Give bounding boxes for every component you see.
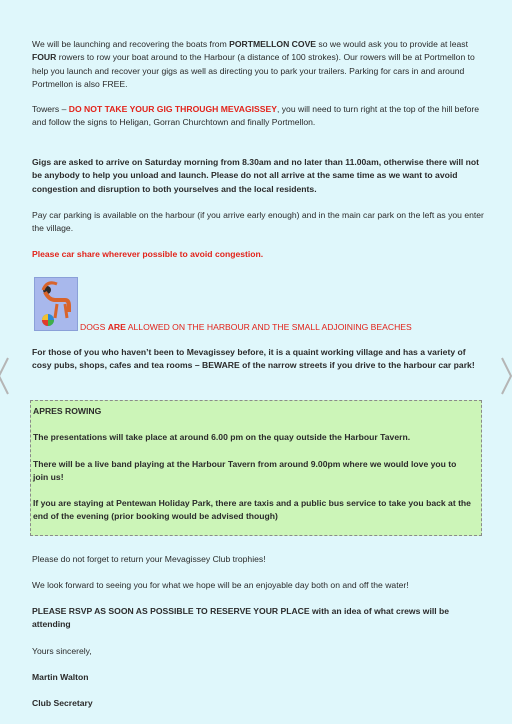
towers-paragraph: Towers – DO NOT TAKE YOUR GIG THROUGH MEVAGISSEY, you will need to turn right at the top of the hill before and follow the signs to Heligan, Gorran Churchtown and finally Portmellon. <box>32 104 480 128</box>
dog-with-ball-icon <box>34 277 78 331</box>
rsvp-paragraph: PLEASE RSVP AS SOON AS POSSIBLE TO RESERVE YOUR PLACE with an idea of what crews will be attending <box>32 606 450 630</box>
arrival-paragraph: Gigs are asked to arrive on Saturday morning from 8.30am and no later than 11.00am, otherwise there will not be anybody to help you unload and launch. Please do not all arrive at the same time as we want to avoid congestion and disruption to both yourselves and the local residents. <box>32 157 480 194</box>
chevron-left-icon[interactable] <box>0 356 10 396</box>
chevron-right-icon[interactable] <box>500 356 512 396</box>
signatory-name: Martin Walton <box>32 672 89 682</box>
intro-paragraph: We will be launching and recovering the boats from PORTMELLON COVE so we would ask you to provide at least FOUR rowers to row your boat around to the Harbour (a distance of 100 strokes). Our rowers will be at Portmellon to help you launch and recover your gigs as well as directing you to park your trailers. Parking for cars in and around Portmellon is also FREE. <box>32 39 475 90</box>
signatory-title: Club Secretary <box>32 698 93 708</box>
look-forward-paragraph: We look forward to seeing you for what we hope will be an enjoyable day both on and off the water! <box>32 580 409 590</box>
apres-heading: APRES ROWING <box>33 406 102 416</box>
trophies-paragraph: Please do not forget to return your Mevagissey Club trophies! <box>32 554 266 564</box>
presentations-paragraph: The presentations will take place at around 6.00 pm on the quay outside the Harbour Tavern. <box>33 432 411 442</box>
apres-rowing-box <box>30 400 482 536</box>
sign-off: Yours sincerely, <box>32 646 92 656</box>
live-band-paragraph: There will be a live band playing at the Harbour Tavern from around 9.00pm where we would love you to join us! <box>33 459 457 483</box>
village-paragraph: For those of you who haven’t been to Mevagissey before, it is a quaint working village and has a variety of cosy pubs, shops, cafes and tea rooms – BEWARE of the narrow streets if you drive to the harbour car park! <box>32 347 475 371</box>
parking-paragraph: Pay car parking is available on the harbour (if you arrive early enough) and in the main car park on the left as you enter the village. <box>32 210 484 234</box>
pentewan-paragraph: If you are staying at Pentewan Holiday Park, there are taxis and a public bus service to take you back at the end of the evening (prior booking would be advised though) <box>33 498 471 522</box>
dogs-notice: DOGS ARE ALLOWED ON THE HARBOUR AND THE SMALL ADJOINING BEACHES <box>80 322 412 332</box>
car-share-notice: Please car share wherever possible to avoid congestion. <box>32 249 264 259</box>
